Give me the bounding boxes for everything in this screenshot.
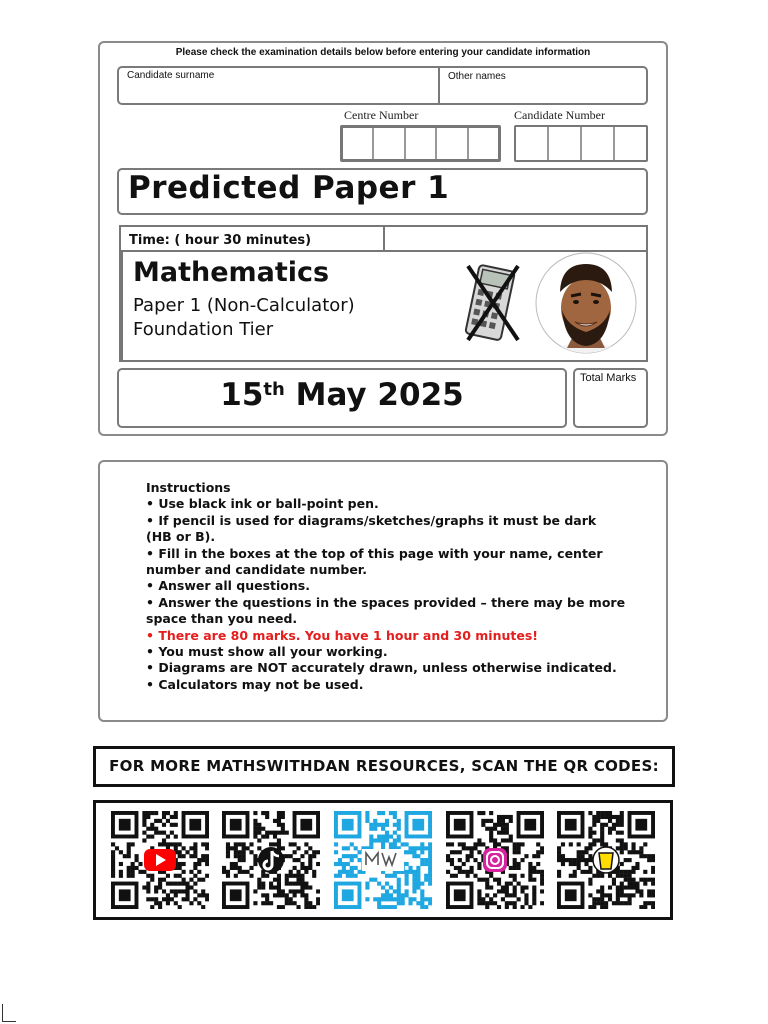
avatar: [531, 252, 641, 355]
centre-number-label: Centre Number: [344, 108, 419, 122]
instruction-item: • Answer all questions.: [146, 578, 310, 594]
corner-mark: [2, 1004, 16, 1022]
centre-number-field[interactable]: [340, 125, 501, 162]
mwd-logo-icon: [334, 811, 432, 909]
instructions-text: [146, 480, 626, 693]
qr-code-strip: [93, 800, 673, 920]
exam-date-month-year: May 2025: [284, 377, 464, 413]
no-calculator-icon: [462, 262, 522, 344]
youtube-icon: [111, 811, 209, 909]
candidate-number-field[interactable]: [514, 125, 648, 162]
qr-code-youtube[interactable]: [111, 811, 209, 909]
instruction-item: • Diagrams are NOT accurately drawn, unless otherwise indicated.: [146, 660, 617, 676]
time-allowed: Time: ( hour 30 minutes): [121, 227, 385, 250]
instagram-icon: [446, 811, 544, 909]
name-divider: [438, 67, 440, 104]
paper-name: Paper 1 (Non-Calculator): [133, 295, 355, 316]
exam-date-day: 15: [220, 377, 264, 413]
buymeacoffee-icon: [557, 811, 655, 909]
tiktok-icon: [222, 811, 320, 909]
instruction-item: • Answer the questions in the spaces provided – there may be more space than you need.: [146, 594, 626, 627]
subject-name: Mathematics: [133, 257, 330, 288]
instruction-item: • Calculators may not be used.: [146, 676, 364, 692]
resources-banner: FOR MORE MATHSWITHDAN RESOURCES, SCAN THE QR CODES:: [93, 746, 675, 787]
qr-code-tiktok[interactable]: [222, 811, 320, 909]
qr-code-instagram[interactable]: [446, 811, 544, 909]
instructions-heading: Instructions: [146, 480, 231, 495]
candidate-number-label: Candidate Number: [514, 108, 605, 122]
candidate-surname-field[interactable]: Candidate surname: [127, 70, 215, 81]
instruction-item: • Use black ink or ball-point pen.: [146, 496, 379, 512]
total-marks-label: Total Marks: [580, 372, 637, 384]
other-names-field[interactable]: Other names: [448, 71, 506, 82]
instruction-item: • You must show all your working.: [146, 644, 388, 660]
instruction-item-marks: • There are 80 marks. You have 1 hour and 30 minutes!: [146, 627, 538, 643]
exam-date-suffix: th: [263, 379, 285, 400]
instruction-item: • Fill in the boxes at the top of this page with your name, center number and candidate number.: [146, 545, 603, 578]
qr-code-buymeacoffee[interactable]: [557, 811, 655, 909]
time-row: [119, 225, 648, 252]
instruction-item: • If pencil is used for diagrams/sketches/graphs it must be dark (HB or B).: [146, 512, 597, 545]
details-notice: Please check the examination details below before entering your candidate information: [175, 47, 591, 58]
qr-code-mwd[interactable]: [334, 811, 432, 909]
paper-tier: Foundation Tier: [133, 319, 274, 340]
paper-title: Predicted Paper 1: [128, 170, 450, 206]
exam-date: [117, 377, 567, 413]
subject-block-left-edge: [119, 251, 123, 362]
